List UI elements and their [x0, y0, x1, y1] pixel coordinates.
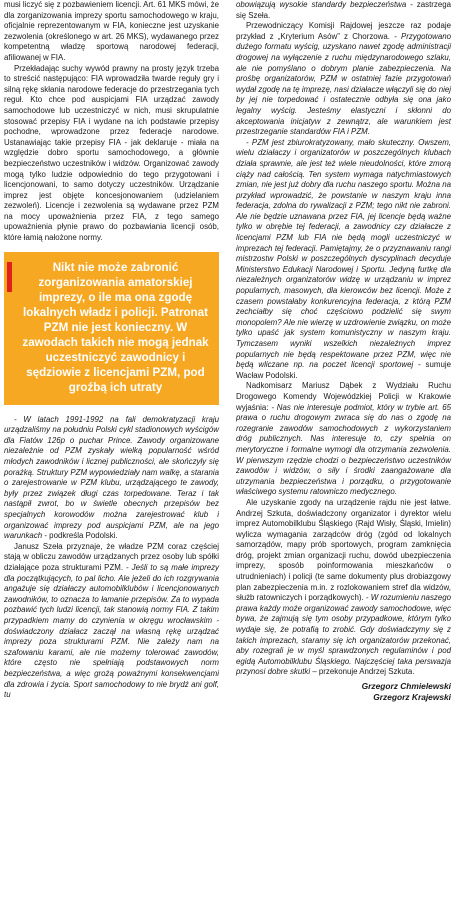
paragraph: musi liczyć się z pozbawieniem licencji. Art. 61 MKS mówi, że dla zorganizowania imprezy sportu samochodowego w kraju, oficjalnie reprezentowanym w FIA, konieczne jest uzyskanie zezwolenia (określonego w art. 26 MKS), wydawanego przez kompetentną władzę sportową narodowej federacji, afiliowanej w FIA. [4, 0, 219, 62]
attribution: - podkreśla Podolski. [42, 531, 118, 541]
paragraph: Przekładając suchy wywód prawny na prosty język trzeba to streścić następująco: FIA wprowadziła twarde reguły gry i silną rękę skłania narodowe federacje do przestrzegania tych reguł. Kto chce pod auspicjami FIA urządzać zawody samochodowe lub uczestniczyć w nich, musi skrupulatnie stosować przepisy FIA i wydane na ich podstawie przepisy pochodne, wprowadzone przez federacje narodowe. Ustanawiając takie przepisy FIA - jak deklaruje - miała na względzie dobro sportu samochodowego, a głównie bezpieczeństwo uczestników i widzów. Organizować zawody mogą tylko ludzie odpowiednio do tego przygotowani i licencjonowani, to samo dotyczy uczestników. Urządzanie imprez jest objęte koncesjonowaniem (udzielaniem zezwoleń). Licencje i zezwolenia są wydawane przez PZM na mocy upoważnienia przez FIA, z tego samego upoważnienia płynie prawo do pozbawiania licencji osób, które łamią nałożone normy. [4, 63, 219, 243]
paragraph [236, 381, 451, 498]
right-column [236, 0, 451, 703]
author-name: Grzegorz Krajewski [373, 692, 451, 702]
paragraph-text: Janusz Szeła przyznaje, że władze PZM coraz częściej stają w obliczu zawodów urządzanych przez osoby lub spółki działające poza strukturami PZM. [4, 541, 219, 572]
attribution: - sumuje Wacław Podolski. [236, 360, 451, 380]
paragraph-text: Ale uzyskanie zgody na urządzenie rajdu nie jest łatwe. Andrzej Szkuta, doświadczony organizator i dyrektor wielu imprez Automobilklubu Śląskiego (Rajd Wisły, Śląski, Imielin) wylicza wymagania zarządców dróg (zgód od lokalnych samorządów, mapy prób sportowych, program zamknięcia dróg, projekt zmian organizacji ruchu, dowód ubezpieczenia imprezy, sposób poinformowania mieszkańców o utrudnieniach) i policji (te same dokumenty plus drobiazgowy plan zabezpieczenia m.in. z rozlokowaniem stref dla widzów, służb ratowniczych i porządkowych). [236, 497, 451, 603]
quote-italic: - PZM jest zbiurokratyzowany, mało skuteczny. Owszem, wielu działaczy i organizatorów w poszczególnych klubach działa sprawnie, ale jest też wiele nieudolności, które zmorą ciąży nad całością. Ten system wymaga natychmiastowych zmian, nie jest już dobry dla ruchu naszego sportu. Można na przykład wprowadzić, że powstanie w naszym kraju inna federacja, zdolna do rywalizacji z PZM; tego nikt nie zabroni. Ale nie będzie uznawana przez FIA, jej licencje będą ważne tylko w obrębie tej federacji, a zawodnicy czy działacze z licencjami PZM lub FIA nie będą mogli uczestniczyć w imprezach tej federacji. Pamiętajmy, że o przyznawaniu rangi mistrzostw Polski w poszczególnych dyscyplinach decyduje Ministerstwo Edukacji Narodowej i Sportu. Jedyną furtkę dla niezależnych organizatorów widzę w urządzaniu w imprez popularnych, masowych, dla kierowców bez licencji. Może z czasem powstałaby konkurencyjna federacja, z którą PZM zechciałby się choć częściowo podzielić się swym monopolem? Ale nie wierzę w uzdrowienie związku, on może tylko upaść jak system komunistyczny w naszym kraju. Tymczasem wyniki wszelkich niezależnych imprez popularnych nie będą respektowane przez PZM, więc nie będą wliczane np. na poczet licencji sportowej [236, 137, 451, 370]
paragraph [4, 415, 219, 542]
paragraph [4, 542, 219, 701]
quote-italic: obowiązują wysokie standardy bezpieczeństwa [236, 0, 407, 9]
left-column [4, 0, 219, 701]
paragraph [236, 0, 451, 21]
quote-accent-bar [7, 262, 12, 292]
author-name: Grzegorz Chmielewski [361, 681, 451, 691]
paragraph [236, 138, 451, 382]
pull-quote-text: Nikt nie może zabronić zorganizowania amatorskiej imprezy, o ile ma ona zgodę lokalnych władz i policji. Patronat PZM nie jest konieczny. W zawodach takich nie mogą jednak uczestniczyć zawodnicy i sędziowie z licencjami PZM, pod groźbą ich utraty [22, 260, 209, 394]
quote-italic: - Jeśli to są małe imprezy dla początkujących, to pal licho. Ale jeżeli do ich rozgrywania angażuje się działaczy automobilklubów i licencjonowanych zawodników, to oznacza to łamanie przepisów. Za to wypada pozbawić tych ludzi licencji, tak stanowią normy FIA. Z takim przypadkiem mamy do czynienia w okręgu wrocławskim - doświadczony działacz zaczął na własną rękę urządzać imprezy poza strukturami PZM. Nie zależy nam na szafowaniu karami, ale nie możemy tolerować zawodów, które często nie spełniają podstawowych norm bezpieczeństwa, a więc grożą poważnymi konsekwencjami dla zdrowia i życia. Sport samochodowy to nie brydż ani golf, tu [4, 562, 219, 700]
quote-italic: - W latach 1991-1992 na fali demokratyzacji kraju urządzaliśmy na południu Polski cykl stadionowych wyścigów dla Fiatów 126p o puchar Prince. Zawody organizowane niezależnie od PZM zyskały wielką popularność wśród młodych zawodników i licznej publiczności, ale skończyły się porażką. Struktury PZM wypowiedziały nam walkę, a starania o zarejestrowanie w PZM klubu, urządzającego te zawody, były przez związek długi czas torpedowane. Teraz i tak nastąpił zwrot, bo w świetle obecnych przepisów bez specjalnych korowodów można zarejestrować klub i organizować imprezy pod auspicjami PZM, ale na jego warunkach [4, 414, 219, 541]
paragraph-text: Nadkomisarz Mariusz Dąbek z Wydziału Ruchu Drogowego Komendy Wojewódzkiej Policji w Krakowie wyjaśnia: [236, 381, 451, 412]
attribution: - zastrzega się Szeła. [236, 0, 451, 20]
quote-italic: - Nas nie interesuje podmiot, który w trybie art. 65 prawa o ruchu drogowym zwraca się do nas o zgodę na rozegranie zawodów samochodowych z wykorzystaniem dróg publicznych. Nas interesuje to, czy spełnia on merytoryczne i formalne wymogi dla otrzymania zezwolenia. W pierwszym rzędzie chodzi o bezpieczeństwo uczestników zawodów i widzów, o siły i środki zaangażowane dla utrzymania bezpieczeństwa i porządku, o przygotowanie właściwego systemu ratowniczo medycznego. [236, 402, 451, 497]
author-signature [236, 681, 451, 703]
quote-italic: - W rozumieniu naszego prawa każdy może organizować zawody samochodowe, więc bywa, że zajmują się tym osoby przypadkowe, którym tylko wydaje się, że potrafią to zrobić. Gdy doświadczymy się z takich imprezach, staramy się ich organizatorów przekonać, aby rozegrali je w myśl sprawdzonych regulaminów i pod egidą Automobilklubu Śląskiego. Najczęściej taka perswazja przynosi dobre skutki [236, 593, 451, 677]
attribution: – przekonuje Andrzej Szkuta. [310, 667, 415, 677]
paragraph-text: Przewodniczący Komisji Rajdowej jeszcze raz podaje przykład z „Kryterium Asów” z Chorzowa. [236, 21, 451, 41]
paragraph [236, 21, 451, 138]
quote-italic: - Przygotowano dużego formatu wyścig, uzyskano nawet zgodę administracji drogowej na wyłączenie z ruchu międzynarodowego szlaku, ale nie pomyślano o dobrym planie zabezpieczenia. Na prośbę organizatorów, PZM w ostatniej fazie przygotowań wydał zgodę na tę imprezę, nasi działacze włączyli się do niej by jej nie torpedować i ostatecznie odbyła się ona jako legalny wyścig. Jesteśmy elastyczni i skłonni do akceptowania inicjatyw z zewnątrz, ale warunkiem jest przestrzeganie standardów FIA i PZM. [236, 31, 452, 137]
pull-quote [4, 252, 219, 405]
paragraph [236, 498, 451, 678]
